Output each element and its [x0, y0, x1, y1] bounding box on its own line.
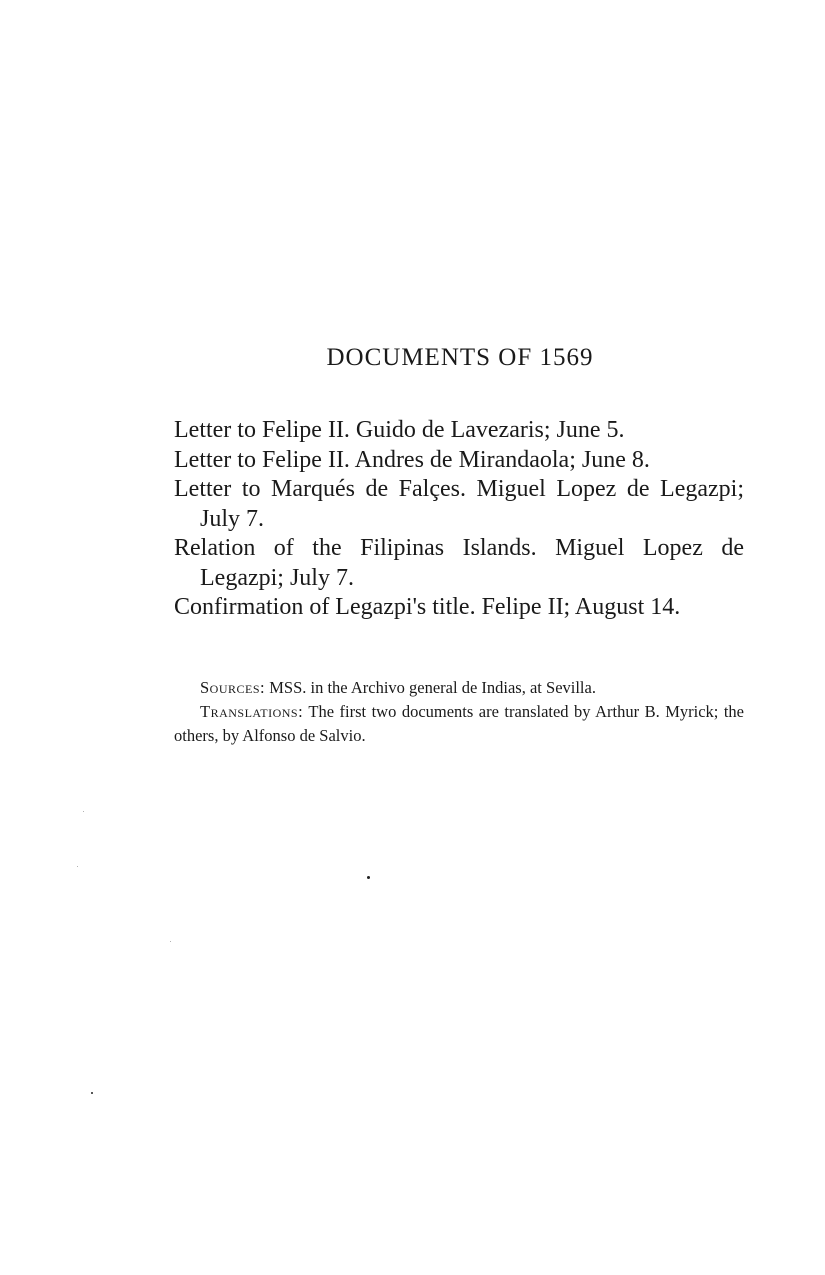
scan-speck [367, 876, 370, 879]
contents-entry: Letter to Felipe II. Andres de Mirandaola; June 8. [174, 446, 650, 473]
contents-entry: Confirmation of Legazpi's title. Felipe II; August 14. [174, 594, 681, 620]
sources-text: MSS. in the Archivo general de Indias, at Sevilla. [269, 678, 596, 697]
scan-speck [83, 811, 84, 812]
translations-label: Translations: [200, 702, 304, 721]
contents-entry: Relation of the Filipinas Islands. Miguel Lopez de Legazpi; July 7. [174, 535, 744, 591]
translations-note [174, 700, 744, 748]
scan-speck [170, 941, 171, 942]
sources-label: Sources: [200, 678, 266, 697]
scan-speck [91, 1092, 93, 1094]
contents-entry: Letter to Felipe II. Guido de Lavezaris; June 5. [174, 417, 625, 443]
contents-list [174, 416, 744, 623]
sources-note [174, 676, 744, 700]
translations-text: The first two documents are translated by Arthur B. Myrick; the others, by Alfonso de Salvio. [174, 702, 745, 745]
contents-entry: Letter to Marqués de Falçes. Miguel Lopez de Legazpi; July 7. [174, 476, 744, 532]
scan-speck [77, 866, 78, 867]
page-title: DOCUMENTS OF 1569 [326, 344, 594, 371]
notes-section [174, 676, 744, 748]
